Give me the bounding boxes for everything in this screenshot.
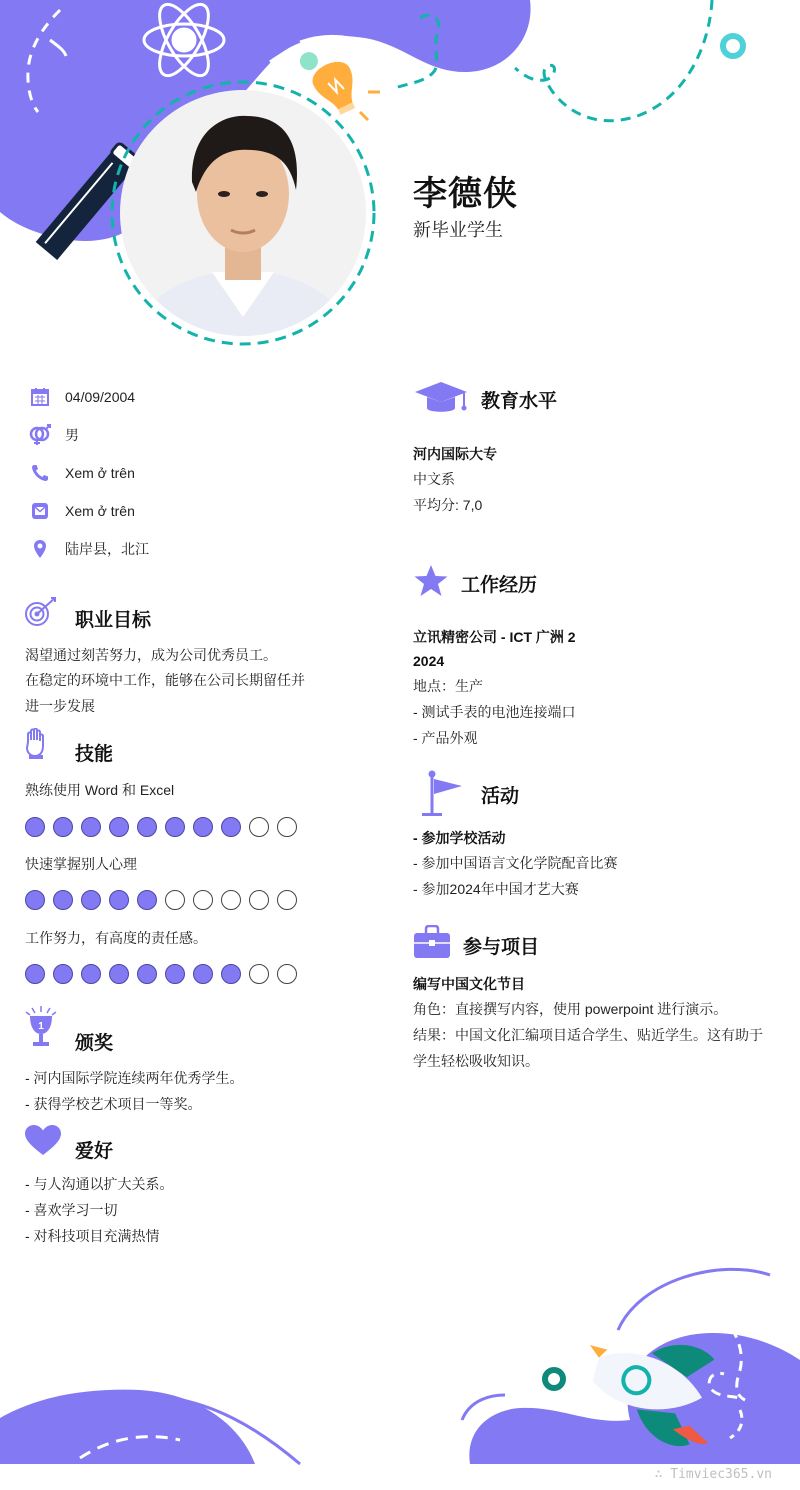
gender-text: 男 xyxy=(65,427,79,443)
hobby-line: - 与人沟通以扩大关系。 xyxy=(25,1176,174,1192)
education-line: 平均分: 7,0 xyxy=(413,497,483,513)
profile-photo xyxy=(112,82,374,344)
rating-dot-filled xyxy=(193,817,213,837)
objective-title: 职业目标 xyxy=(75,610,152,631)
rating-dot-filled xyxy=(193,964,213,984)
rating-dot-filled xyxy=(25,964,45,984)
rating-dot-filled xyxy=(81,817,101,837)
skill-rating xyxy=(25,817,297,837)
project-name: 编写中国文化节目 xyxy=(413,976,525,992)
footer-decoration xyxy=(0,1250,800,1490)
target-icon xyxy=(24,596,58,633)
experience-company: 立讯精密公司 - ICT 广洲 2 xyxy=(413,629,576,645)
gender-icon xyxy=(28,423,52,447)
hobby-line: - 对科技项目充满热情 xyxy=(25,1228,160,1244)
briefcase-icon xyxy=(413,925,451,964)
skill-rating xyxy=(25,890,297,910)
skill-rating xyxy=(25,964,297,984)
hobbies-title: 爱好 xyxy=(75,1141,114,1162)
rating-dot-filled xyxy=(137,817,157,837)
trophy-icon xyxy=(24,1006,58,1055)
rating-dot-empty xyxy=(277,964,297,984)
candidate-name: 李德侠 xyxy=(413,175,518,213)
rating-dot-empty xyxy=(165,890,185,910)
star-icon xyxy=(413,564,449,603)
objective-line: 在稳定的环境中工作，能够在公司长期留任并 xyxy=(25,672,305,688)
rating-dot-empty xyxy=(249,890,269,910)
phone-icon xyxy=(28,461,52,485)
rating-dot-empty xyxy=(277,817,297,837)
rating-dot-empty xyxy=(277,890,297,910)
contact-row-email xyxy=(28,497,135,525)
activity-line: - 参加中国语言文化学院配音比赛 xyxy=(413,855,618,871)
rating-dot-filled xyxy=(81,890,101,910)
phone-text: Xem ở trên xyxy=(65,465,135,481)
rating-dot-filled xyxy=(109,964,129,984)
objective-line: 进一步发展 xyxy=(25,698,95,714)
address-text: 陆岸县，北江 xyxy=(65,541,149,557)
rating-dot-filled xyxy=(109,890,129,910)
raised-hand-icon xyxy=(24,728,48,765)
candidate-subtitle: 新毕业学生 xyxy=(413,220,503,240)
rating-dot-filled xyxy=(53,890,73,910)
rating-dot-empty xyxy=(193,890,213,910)
experience-year: 2024 xyxy=(413,653,445,669)
rating-dot-filled xyxy=(221,817,241,837)
rating-dot-filled xyxy=(165,817,185,837)
email-text: Xem ở trên xyxy=(65,503,135,519)
education-title: 教育水平 xyxy=(481,391,558,412)
awards-title: 颁奖 xyxy=(75,1033,114,1054)
projects-title: 参与项目 xyxy=(463,937,540,958)
svg-text:1: 1 xyxy=(38,1021,44,1032)
skill-name: 熟练使用 Word 和 Excel xyxy=(25,782,175,798)
rating-dot-empty xyxy=(249,817,269,837)
calendar-icon xyxy=(28,385,52,409)
rating-dot-empty xyxy=(249,964,269,984)
flag-icon xyxy=(420,770,464,823)
rating-dot-filled xyxy=(81,964,101,984)
skill-name: 工作努力，有高度的责任感。 xyxy=(25,930,207,946)
experience-title: 工作经历 xyxy=(461,575,538,596)
activities-heading: - 参加学校活动 xyxy=(413,830,506,846)
skill-name: 快速掌握别人心理 xyxy=(25,856,137,872)
rating-dot-filled xyxy=(53,964,73,984)
rating-dot-empty xyxy=(221,890,241,910)
email-icon xyxy=(28,499,52,523)
project-line: 结果：中国文化汇编项目适合学生、贴近学生。这有助于 xyxy=(413,1027,763,1043)
project-line: 学生轻松吸收知识。 xyxy=(413,1053,539,1069)
birthdate-text: 04/09/2004 xyxy=(65,389,136,405)
rating-dot-filled xyxy=(25,890,45,910)
rating-dot-filled xyxy=(25,817,45,837)
skills-title: 技能 xyxy=(75,744,114,765)
contact-row-address xyxy=(28,535,149,563)
contact-row-gender xyxy=(28,421,79,449)
project-line: 角色：直接撰写内容，使用 powerpoint 进行演示。 xyxy=(413,1001,728,1017)
rating-dot-filled xyxy=(109,817,129,837)
rating-dot-filled xyxy=(165,964,185,984)
site-watermark: ∴ Timviec365.vn xyxy=(654,1467,772,1482)
activities-title: 活动 xyxy=(481,786,520,807)
rating-dot-filled xyxy=(137,964,157,984)
rating-dot-filled xyxy=(53,817,73,837)
award-line: - 河内国际学院连续两年优秀学生。 xyxy=(25,1070,244,1086)
activity-line: - 参加2024年中国才艺大赛 xyxy=(413,881,579,897)
experience-line: - 产品外观 xyxy=(413,730,478,746)
education-line: 中文系 xyxy=(413,471,455,487)
contact-row-phone xyxy=(28,459,135,487)
rating-dot-filled xyxy=(137,890,157,910)
objective-line: 渴望通过刻苦努力，成为公司优秀员工。 xyxy=(25,647,277,663)
experience-line: 地点：生产 xyxy=(413,678,483,694)
award-line: - 获得学校艺术项目一等奖。 xyxy=(25,1096,202,1112)
rating-dot-filled xyxy=(221,964,241,984)
heart-icon xyxy=(24,1124,62,1161)
location-pin-icon xyxy=(28,537,52,561)
contact-row-birthdate xyxy=(28,383,135,411)
education-school: 河内国际大专 xyxy=(413,446,497,462)
graduation-cap-icon xyxy=(413,380,469,421)
hobby-line: - 喜欢学习一切 xyxy=(25,1202,118,1218)
experience-line: - 测试手表的电池连接端口 xyxy=(413,704,576,720)
